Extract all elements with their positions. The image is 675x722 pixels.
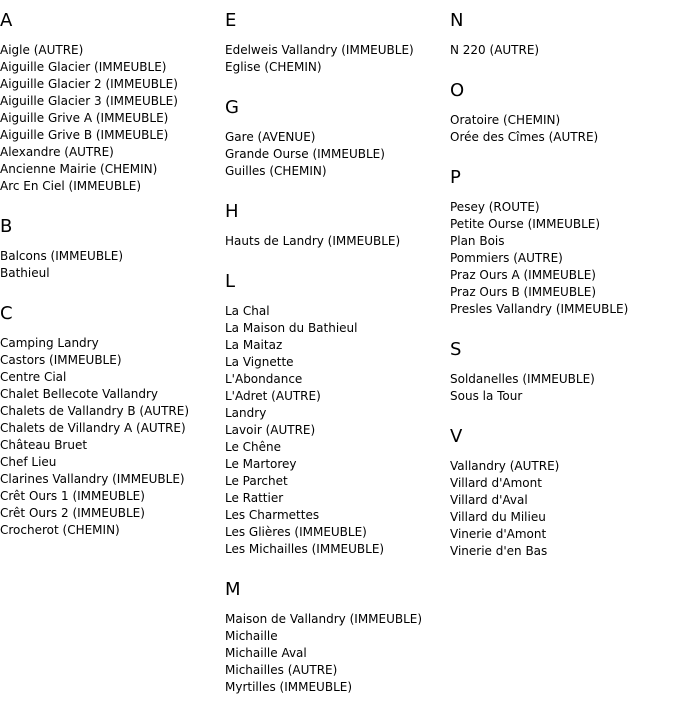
street-link[interactable]: L'Adret (AUTRE) [225, 389, 321, 403]
street-link[interactable]: Balcons (IMMEUBLE) [0, 249, 124, 263]
street-link[interactable]: Hauts de Landry (IMMEUBLE) [225, 234, 401, 248]
street-link[interactable]: Les Charmettes [225, 508, 320, 522]
street-link[interactable]: Guilles (CHEMIN) [225, 164, 327, 178]
street-link[interactable]: Aiguille Grive B (IMMEUBLE) [0, 128, 169, 142]
street-link[interactable]: Bathieul [0, 266, 50, 280]
street-link[interactable]: Camping Landry [0, 336, 99, 350]
street-link[interactable]: N 220 (AUTRE) [450, 43, 540, 57]
street-link[interactable]: Presles Vallandry (IMMEUBLE) [450, 302, 629, 316]
street-link[interactable]: Les Glières (IMMEUBLE) [225, 525, 367, 539]
street-link[interactable]: Chalets de Vallandry B (AUTRE) [0, 404, 190, 418]
street-link[interactable]: Aiguille Grive A (IMMEUBLE) [0, 111, 169, 125]
street-link[interactable]: Aiguille Glacier 3 (IMMEUBLE) [0, 94, 178, 108]
street-link[interactable]: Orée des Cîmes (AUTRE) [450, 130, 599, 144]
street-link[interactable]: Le Chêne [225, 440, 282, 454]
street-link[interactable]: Sous la Tour [450, 389, 523, 403]
street-link[interactable]: Chalets de Villandry A (AUTRE) [0, 421, 186, 435]
letter-group [450, 167, 675, 318]
street-link[interactable]: Le Rattier [225, 491, 284, 505]
street-link[interactable]: Gare (AVENUE) [225, 130, 316, 144]
index-column [225, 10, 450, 717]
street-link[interactable]: Grande Ourse (IMMEUBLE) [225, 147, 385, 161]
street-link[interactable]: Alexandre (AUTRE) [0, 145, 114, 159]
street-link[interactable]: Villard d'Amont [450, 476, 542, 490]
street-link[interactable]: Michaille [225, 629, 278, 643]
street-link[interactable]: La Maison du Bathieul [225, 321, 358, 335]
street-link[interactable]: Villard du Milieu [450, 510, 546, 524]
letter-heading: O [450, 80, 465, 101]
letter-heading: E [225, 10, 237, 31]
letter-group [450, 10, 675, 59]
street-link[interactable]: Oratoire (CHEMIN) [450, 113, 561, 127]
street-link[interactable]: Ancienne Mairie (CHEMIN) [0, 162, 158, 176]
street-link[interactable]: Le Martorey [225, 457, 297, 471]
letter-heading: V [450, 426, 463, 447]
street-link[interactable]: Crêt Ours 1 (IMMEUBLE) [0, 489, 145, 503]
street-link[interactable]: Chalet Bellecote Vallandry [0, 387, 158, 401]
street-link[interactable]: Landry [225, 406, 267, 420]
letter-group [0, 10, 225, 195]
letter-group [225, 10, 450, 76]
street-link[interactable]: La Maitaz [225, 338, 283, 352]
street-link[interactable]: Eglise (CHEMIN) [225, 60, 322, 74]
street-link[interactable]: Aigle (AUTRE) [0, 43, 84, 57]
street-link[interactable]: La Chal [225, 304, 270, 318]
street-link[interactable]: Soldanelles (IMMEUBLE) [450, 372, 595, 386]
street-link[interactable]: Petite Ourse (IMMEUBLE) [450, 217, 601, 231]
letter-group [450, 339, 675, 405]
street-link[interactable]: L'Abondance [225, 372, 303, 386]
street-link[interactable]: Pesey (ROUTE) [450, 200, 540, 214]
street-link[interactable]: Vallandry (AUTRE) [450, 459, 560, 473]
letter-heading: A [0, 10, 13, 31]
street-link[interactable]: Praz Ours B (IMMEUBLE) [450, 285, 596, 299]
letter-heading: S [450, 339, 462, 360]
index-column [450, 10, 675, 581]
street-link[interactable]: Pommiers (AUTRE) [450, 251, 563, 265]
street-link[interactable]: Praz Ours A (IMMEUBLE) [450, 268, 596, 282]
letter-group [225, 271, 450, 558]
street-link[interactable]: Castors (IMMEUBLE) [0, 353, 122, 367]
street-link[interactable]: Lavoir (AUTRE) [225, 423, 316, 437]
street-link[interactable]: Edelweis Vallandry (IMMEUBLE) [225, 43, 414, 57]
street-link[interactable]: Vinerie d'en Bas [450, 544, 548, 558]
street-link[interactable]: Centre Cial [0, 370, 67, 384]
index-column [0, 10, 225, 560]
letter-heading: B [0, 216, 13, 237]
street-link[interactable]: Le Parchet [225, 474, 288, 488]
letter-heading: G [225, 97, 239, 118]
street-link[interactable]: Michailles (AUTRE) [225, 663, 338, 677]
street-link[interactable]: Plan Bois [450, 234, 505, 248]
street-link[interactable]: Vinerie d'Amont [450, 527, 547, 541]
street-link[interactable]: Les Michailles (IMMEUBLE) [225, 542, 385, 556]
street-link[interactable]: Chef Lieu [0, 455, 57, 469]
street-link[interactable]: Château Bruet [0, 438, 88, 452]
letter-group [450, 426, 675, 560]
letter-heading: H [225, 201, 239, 222]
letter-heading: N [450, 10, 464, 31]
street-link[interactable]: Aiguille Glacier 2 (IMMEUBLE) [0, 77, 178, 91]
street-link[interactable]: La Vignette [225, 355, 294, 369]
street-link[interactable]: Myrtilles (IMMEUBLE) [225, 680, 353, 694]
street-link[interactable]: Crocherot (CHEMIN) [0, 523, 120, 537]
letter-heading: L [225, 271, 236, 292]
street-link[interactable]: Clarines Vallandry (IMMEUBLE) [0, 472, 185, 486]
letter-group [225, 97, 450, 180]
letter-heading: C [0, 303, 13, 324]
street-link[interactable]: Villard d'Aval [450, 493, 528, 507]
letter-group [0, 303, 225, 539]
street-link[interactable]: Arc En Ciel (IMMEUBLE) [0, 179, 142, 193]
letter-group [450, 80, 675, 146]
letter-heading: M [225, 579, 241, 600]
street-link[interactable]: Michaille Aval [225, 646, 307, 660]
street-link[interactable]: Crêt Ours 2 (IMMEUBLE) [0, 506, 145, 520]
letter-heading: P [450, 167, 461, 188]
street-link[interactable]: Aiguille Glacier (IMMEUBLE) [0, 60, 167, 74]
letter-group [225, 201, 450, 250]
street-link[interactable]: Maison de Vallandry (IMMEUBLE) [225, 612, 423, 626]
letter-group [0, 216, 225, 282]
letter-group [225, 579, 450, 696]
